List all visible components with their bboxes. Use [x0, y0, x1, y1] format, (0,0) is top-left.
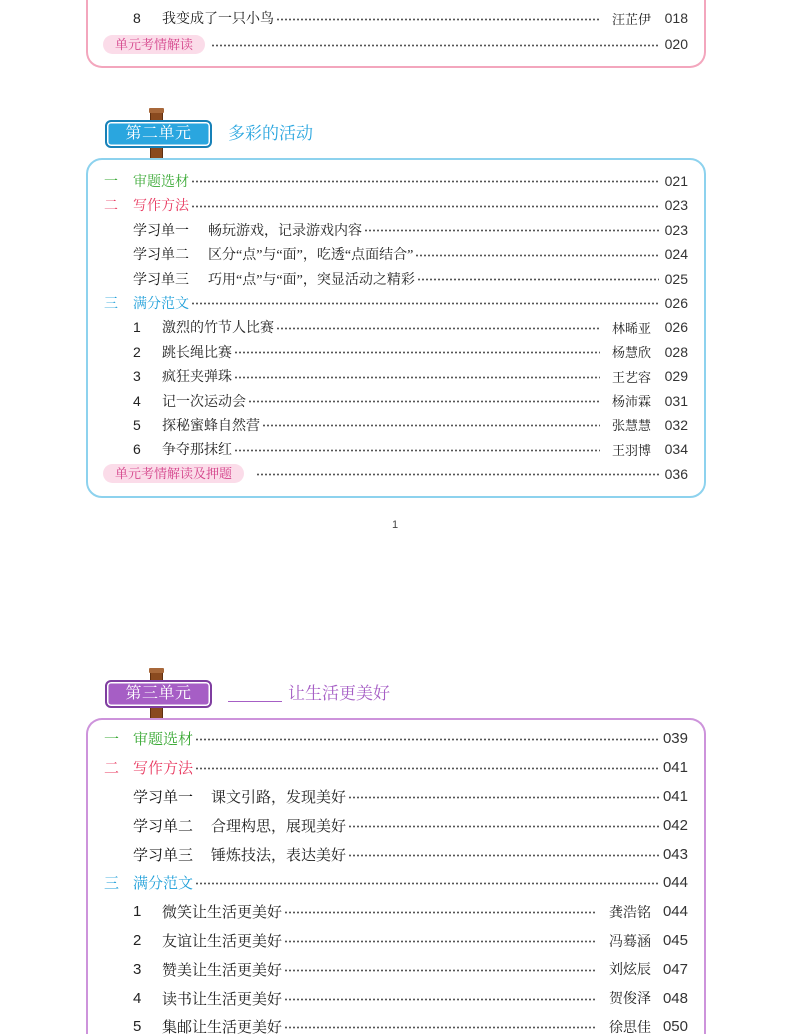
- toc-review-row: [104, 31, 688, 57]
- study-title: 课文引路，发现美好: [211, 790, 347, 807]
- part-label: 写作方法: [133, 760, 194, 778]
- dot-leader: [195, 767, 659, 770]
- part-numeral: 三: [104, 875, 120, 893]
- dot-leader: [256, 473, 659, 476]
- part-numeral: 三: [104, 294, 118, 311]
- page-number: 043: [662, 845, 688, 863]
- page-number: 032: [664, 416, 688, 433]
- study-label: 学习单二: [133, 246, 189, 263]
- essay-title: 探秘蜜蜂自然营: [162, 418, 260, 434]
- dot-leader: [348, 796, 659, 799]
- page-number: 031: [664, 392, 688, 409]
- part-numeral: 一: [104, 731, 120, 749]
- essay-title: 疯狂夹弹珠: [162, 370, 232, 386]
- unit-3-sign: 第三单元: [105, 680, 212, 708]
- page-number: 041: [662, 759, 688, 777]
- toc-study-row: [104, 242, 688, 266]
- study-title: 合理构思，展现美好: [211, 818, 347, 835]
- essay-title: 跳长绳比赛: [162, 345, 232, 361]
- essay-number: 5: [133, 416, 141, 433]
- toc-part-row: [104, 291, 688, 315]
- toc-part-row: [104, 169, 688, 193]
- dot-leader: [234, 351, 600, 354]
- essay-title: 我变成了一只小鸟: [162, 12, 274, 27]
- unit-3-signpost: [105, 668, 212, 718]
- study-label: 学习单三: [133, 846, 194, 864]
- page-number: 047: [662, 960, 688, 978]
- study-label: 学习单一: [133, 221, 189, 238]
- essay-title: 微笑让生活更美好: [162, 905, 283, 922]
- part-numeral: 二: [104, 197, 118, 214]
- page-number: 041: [662, 788, 688, 806]
- dot-leader: [248, 400, 600, 403]
- toc-essay-row: [104, 926, 688, 955]
- part-label: 满分范文: [133, 875, 194, 893]
- unit-1-contents-box: [86, 0, 706, 68]
- essay-title: 友谊让生活更美好: [162, 934, 283, 951]
- essay-author: 王羽博: [611, 442, 651, 458]
- unit-2-signpost: [105, 108, 212, 158]
- part-numeral: 一: [104, 172, 118, 189]
- essay-title: 赞美让生活更美好: [162, 962, 283, 979]
- unit-3-title: 让生活更美好: [288, 684, 390, 703]
- essay-title: 争夺那抹红: [162, 443, 232, 459]
- toc-study-row: [104, 811, 688, 840]
- dot-leader: [284, 998, 597, 1001]
- essay-number: 3: [133, 368, 141, 385]
- page-number: 020: [664, 36, 688, 52]
- essay-author: 汪芷伊: [611, 11, 651, 27]
- page-number: 026: [664, 319, 688, 336]
- unit-2-entry-list: [104, 169, 688, 486]
- toc-essay-row: [104, 1013, 688, 1034]
- essay-number: 5: [133, 1018, 142, 1034]
- dot-leader: [348, 825, 659, 828]
- study-title: 巧用“点”与“面”，突显活动之精彩: [208, 272, 415, 288]
- essay-author: 龚浩铭: [609, 905, 651, 921]
- page-number: 036: [664, 465, 688, 482]
- essay-author: 王艺容: [611, 369, 651, 385]
- essay-number: 6: [133, 441, 141, 458]
- review-pill: 单元考情解读: [103, 35, 205, 54]
- part-label: 审题选材: [133, 731, 194, 749]
- dot-leader: [191, 302, 659, 305]
- toc-study-row: [104, 782, 688, 811]
- dot-leader: [276, 327, 600, 330]
- essay-number: 2: [133, 343, 141, 360]
- essay-author: 徐思佳: [609, 1020, 651, 1034]
- essay-number: 4: [133, 989, 142, 1007]
- unit-2-contents-box: [86, 158, 706, 498]
- toc-essay-row: [104, 364, 688, 388]
- page-number: 023: [664, 197, 688, 214]
- dot-leader: [234, 376, 600, 379]
- dot-leader: [195, 882, 659, 885]
- page-number: 021: [664, 172, 688, 189]
- toc-essay-row: [104, 413, 688, 437]
- title-blank-line: [228, 701, 282, 702]
- study-label: 学习单二: [133, 817, 194, 835]
- essay-author: 杨沛霖: [611, 394, 651, 409]
- dot-leader: [234, 449, 600, 452]
- essay-title: 集邮让生活更美好: [162, 1020, 283, 1034]
- essay-title: 读书让生活更美好: [162, 991, 283, 1008]
- page-number: 039: [662, 730, 688, 748]
- part-label: 满分范文: [133, 294, 189, 311]
- page-number: 018: [664, 10, 688, 26]
- essay-number: 1: [133, 903, 142, 921]
- essay-author: 冯蓦涵: [609, 934, 651, 950]
- toc-review-row: [104, 461, 688, 485]
- dot-leader: [191, 180, 659, 183]
- toc-essay-row: [104, 955, 688, 984]
- post-cap-icon: [149, 108, 164, 113]
- dot-leader: [195, 738, 659, 741]
- toc-part-row: [104, 753, 688, 782]
- page-number: 034: [664, 441, 688, 458]
- essay-number: 3: [133, 960, 142, 978]
- page-number: 028: [664, 343, 688, 360]
- part-label: 审题选材: [133, 172, 189, 189]
- essay-author: 林晞亚: [611, 320, 651, 336]
- page-number: 025: [664, 270, 688, 287]
- dot-leader: [348, 854, 659, 857]
- dot-leader: [284, 911, 597, 914]
- essay-number: 2: [133, 932, 142, 950]
- page-number: 024: [664, 246, 688, 263]
- essay-title: 激烈的竹节人比赛: [162, 321, 274, 337]
- toc-essay-row: [104, 984, 688, 1013]
- dot-leader: [211, 44, 659, 47]
- page-number: 029: [664, 368, 688, 385]
- dot-leader: [364, 229, 659, 232]
- page-number: 026: [664, 294, 688, 311]
- dot-leader: [284, 1026, 597, 1029]
- toc-part-row: [104, 869, 688, 898]
- study-label: 学习单三: [133, 270, 189, 287]
- dot-leader: [284, 940, 597, 943]
- toc-essay-row: [104, 897, 688, 926]
- essay-author: 杨慧欣: [611, 345, 651, 361]
- page-number: 045: [662, 932, 688, 950]
- dot-leader: [417, 278, 659, 281]
- toc-essay-row: [104, 388, 688, 412]
- unit-1-entry-list: [104, 5, 688, 57]
- page-footer-number: 1: [391, 519, 399, 531]
- toc-essay-row: [104, 437, 688, 461]
- part-numeral: 二: [104, 760, 120, 778]
- page-number: 048: [662, 989, 688, 1007]
- dot-leader: [262, 424, 600, 427]
- essay-author: 张慧慧: [611, 418, 651, 434]
- toc-study-row: [104, 218, 688, 242]
- essay-number: 8: [133, 10, 141, 26]
- toc-study-row: [104, 266, 688, 290]
- review-pill: 单元考情解读及押题: [103, 464, 244, 483]
- essay-author: 刘炫辰: [609, 963, 651, 979]
- dot-leader: [415, 254, 659, 257]
- post-cap-icon: [149, 668, 164, 673]
- page-number: 044: [662, 903, 688, 921]
- toc-essay-row: [104, 315, 688, 339]
- page-number: 042: [662, 816, 688, 834]
- essay-title: 记一次运动会: [162, 394, 246, 410]
- page-number: 050: [662, 1018, 688, 1034]
- unit-3-contents-box: [86, 718, 706, 1034]
- unit-2-title: 多彩的活动: [228, 124, 313, 143]
- toc-essay-row: [104, 340, 688, 364]
- essay-number: 4: [133, 392, 141, 409]
- unit-3-entry-list: [104, 725, 688, 1034]
- toc-essay-row: [104, 5, 688, 31]
- dot-leader: [284, 969, 597, 972]
- dot-leader: [191, 205, 659, 208]
- unit-2-sign: 第二单元: [105, 120, 212, 148]
- page-number: 044: [662, 874, 688, 892]
- study-title: 区分“点”与“面”，吃透“点面结合”: [208, 248, 414, 264]
- dot-leader: [276, 18, 600, 21]
- toc-part-row: [104, 193, 688, 217]
- study-title: 锤炼技法，表达美好: [211, 847, 347, 864]
- essay-author: 贺俊泽: [609, 992, 651, 1008]
- toc-study-row: [104, 840, 688, 869]
- part-label: 写作方法: [133, 197, 189, 214]
- toc-part-row: [104, 725, 688, 754]
- essay-number: 1: [133, 319, 141, 336]
- study-title: 畅玩游戏，记录游戏内容: [208, 223, 362, 239]
- page-number: 023: [664, 221, 688, 238]
- study-label: 学习单一: [133, 789, 194, 807]
